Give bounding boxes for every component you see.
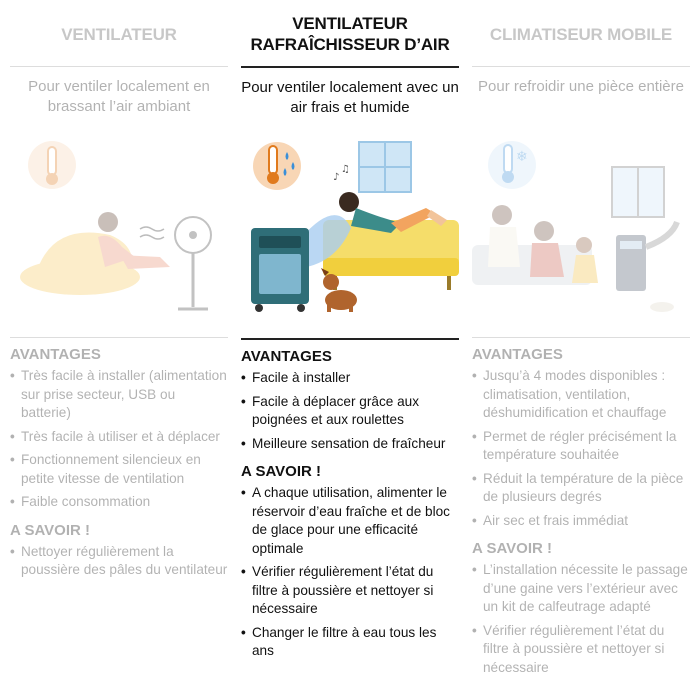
list-item: • Meilleure sensation de fraîcheur — [241, 435, 459, 454]
list-item: • A chaque utilisation, alimenter le réservoir d’eau fraîche et de bloc de glace pour une efficacité optimale — [241, 484, 459, 558]
window-icon — [359, 142, 411, 192]
standing-fan-icon — [175, 217, 211, 309]
column-subtitle: Pour refroidir une pièce entière — [478, 78, 684, 95]
column-title: VENTILATEUR RAFRAÎCHISSEUR D’AIR — [250, 14, 450, 54]
notes-heading: A SAVOIR ! — [10, 521, 91, 539]
list-item: • Faible consommation — [10, 493, 228, 512]
thermometer-snowflake-icon — [488, 141, 536, 189]
thermometer-icon — [28, 141, 76, 189]
mobile-air-conditioner-icon — [616, 222, 677, 291]
column-subtitle: Pour ventiler localement en brassant l’air ambiant — [28, 78, 210, 115]
list-item: • Nettoyer régulièrement la poussière des pâles du ventilateur — [10, 543, 228, 580]
column-subtitle: Pour ventiler localement avec un air frais et humide — [241, 79, 459, 116]
notes-list — [472, 561, 690, 677]
list-item: • Très facile à installer (alimentation sur prise secteur, USB ou batterie) — [10, 367, 228, 423]
advantages-heading: AVANTAGES — [472, 346, 563, 363]
advantages-list — [241, 369, 459, 453]
thermometer-icon — [253, 142, 301, 190]
air-cooler-icon — [251, 228, 309, 312]
list-item: • Permet de régler précisément la température souhaitée — [472, 428, 690, 465]
window-icon — [612, 167, 664, 217]
list-item: • Vérifier régulièrement l’état du filtre à poussière et nettoyer si nécessaire — [241, 563, 459, 619]
svg-text:♫: ♫ — [341, 164, 350, 175]
list-item: • Très facile à utiliser et à déplacer — [10, 428, 228, 447]
section-divider — [10, 337, 228, 338]
notes-list — [10, 543, 228, 580]
column-air-cooler — [241, 0, 459, 700]
advantages-heading: AVANTAGES — [241, 348, 332, 365]
notes-list — [241, 484, 459, 661]
advantages-heading: AVANTAGES — [10, 346, 101, 363]
list-item: • Facile à installer — [241, 369, 459, 388]
list-item: • Fonctionnement silencieux en petite vitesse de ventilation — [10, 451, 228, 488]
svg-text:♪: ♪ — [333, 172, 340, 183]
column-title: VENTILATEUR — [61, 24, 177, 44]
list-item: • L’installation nécessite le passage d’une gaine vers l’extérieur avec un kit de calfeutrage adapté — [472, 561, 690, 617]
svg-text:❄: ❄ — [516, 149, 528, 165]
notes-heading: A SAVOIR ! — [241, 463, 322, 480]
column-title: CLIMATISEUR MOBILE — [489, 24, 673, 44]
air-conditioner-illustration — [472, 127, 690, 327]
air-cooler-illustration — [241, 128, 459, 328]
list-item: • Air sec et frais immédiat — [472, 512, 690, 531]
list-item: • Jusqu’à 4 modes disponibles : climatisation, ventilation, déshumidification et chauffage — [472, 367, 690, 423]
list-item: • Réduit la température de la pièce de plusieurs degrés — [472, 470, 690, 507]
fan-illustration — [10, 127, 228, 327]
column-fan — [10, 0, 228, 700]
list-item: • Vérifier régulièrement l’état du filtre à poussière et nettoyer si nécessaire — [472, 622, 690, 678]
list-item: • Changer le filtre à eau tous les ans — [241, 624, 459, 661]
advantages-list — [472, 367, 690, 530]
section-divider — [241, 338, 459, 340]
column-air-conditioner — [472, 0, 690, 700]
section-divider — [472, 337, 690, 338]
notes-heading: A SAVOIR ! — [472, 540, 553, 557]
list-item: • Facile à déplacer grâce aux poignées et aux roulettes — [241, 393, 459, 430]
advantages-list — [10, 367, 228, 512]
